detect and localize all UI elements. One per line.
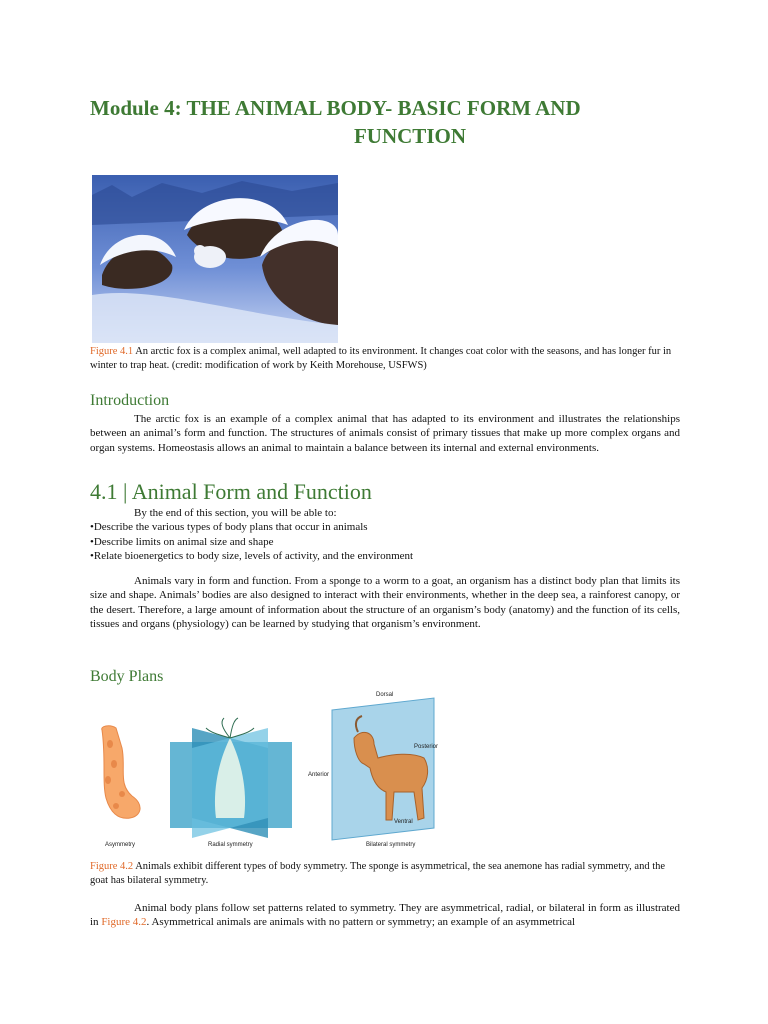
bilateral-symmetry-label: Bilateral symmetry bbox=[366, 842, 416, 848]
sponge-illustration bbox=[102, 726, 140, 818]
body-plans-heading: Body Plans bbox=[90, 668, 164, 685]
title-line-1: Module 4: THE ANIMAL BODY- BASIC FORM AND bbox=[90, 96, 581, 120]
figure-4-1-text: An arctic fox is a complex animal, well adapted to its environment. It changes coat color with the seasons, and has longer fur in winter to trap heat. (credit: modification of work by Keith Morehouse, USFWS) bbox=[90, 346, 672, 371]
figure-4-1-caption bbox=[90, 345, 680, 373]
radial-symmetry-label: Radial symmetry bbox=[208, 842, 253, 848]
objective-item: • Describe the various types of body plans that occur in animals bbox=[90, 520, 680, 534]
page-title bbox=[90, 94, 680, 150]
ventral-label: Ventral bbox=[394, 819, 413, 825]
dorsal-label: Dorsal bbox=[376, 692, 394, 698]
anterior-label: Anterior bbox=[308, 772, 330, 778]
figure-4-1-label[interactable]: Figure 4.1 bbox=[90, 346, 134, 357]
section-4-1-heading: 4.1 | Animal Form and Function bbox=[90, 479, 372, 504]
figure-4-2-caption bbox=[90, 860, 680, 888]
introduction-paragraph: The arctic fox is an example of a complex animal that has adapted to its environment and illustrates the relationships between an animal’s form and function. The structures of animals consist of primary tissues that make up more complex organs and organ systems. Homeostasis allows an animal to maintain a balance between its internal and external environments. bbox=[90, 413, 680, 454]
objectives-list bbox=[90, 520, 680, 563]
body-plans-text-start: Animal body plans follow set patterns related to symmetry. They are asymmetrical, radial, or bilateral in form as illustrated in bbox=[90, 902, 680, 929]
figure-4-2-link[interactable]: Figure 4.2 bbox=[101, 916, 147, 929]
figure-4-2-text: Animals exhibit different types of body symmetry. The sponge is asymmetrical, the sea anemone has radial symmetry, and the goat has bilateral symmetry. bbox=[90, 861, 666, 886]
body-plans-text-end: . Asymmetrical animals are animals with no pattern or symmetry; an example of an asymmetrical bbox=[146, 916, 576, 929]
objective-item: • Relate bioenergetics to body size, levels of activity, and the environment bbox=[90, 549, 680, 563]
introduction-heading: Introduction bbox=[90, 392, 170, 409]
objective-item: • Describe limits on animal size and shape bbox=[90, 535, 680, 549]
goat-illustration bbox=[332, 698, 434, 840]
form-function-paragraph: Animals vary in form and function. From a sponge to a worm to a goat, an organism has a distinct body plan that limits its size and shape. Animals’ bodies are also designed to interact with their environments, whether in the deep sea, a rainforest canopy, or the desert. Therefore, a large amount of information about the structure of an organism’s body (anatomy) and the function of its cells, tissues and organs (physiology) can be learned by studying that organism’s environment. bbox=[90, 575, 680, 631]
learning-objectives bbox=[90, 506, 680, 564]
posterior-label: Posterior bbox=[413, 744, 438, 750]
body-symmetry-diagram bbox=[92, 688, 442, 850]
objectives-lead: By the end of this section, you will be able to: bbox=[134, 507, 337, 519]
figure-4-2-label[interactable]: Figure 4.2 bbox=[90, 861, 134, 872]
title-line-2: FUNCTION bbox=[353, 124, 466, 148]
body-plans-paragraph bbox=[90, 901, 680, 930]
arctic-fox-photo bbox=[92, 175, 338, 343]
anemone-illustration bbox=[170, 718, 292, 838]
asymmetry-label: Asymmetry bbox=[105, 842, 135, 848]
